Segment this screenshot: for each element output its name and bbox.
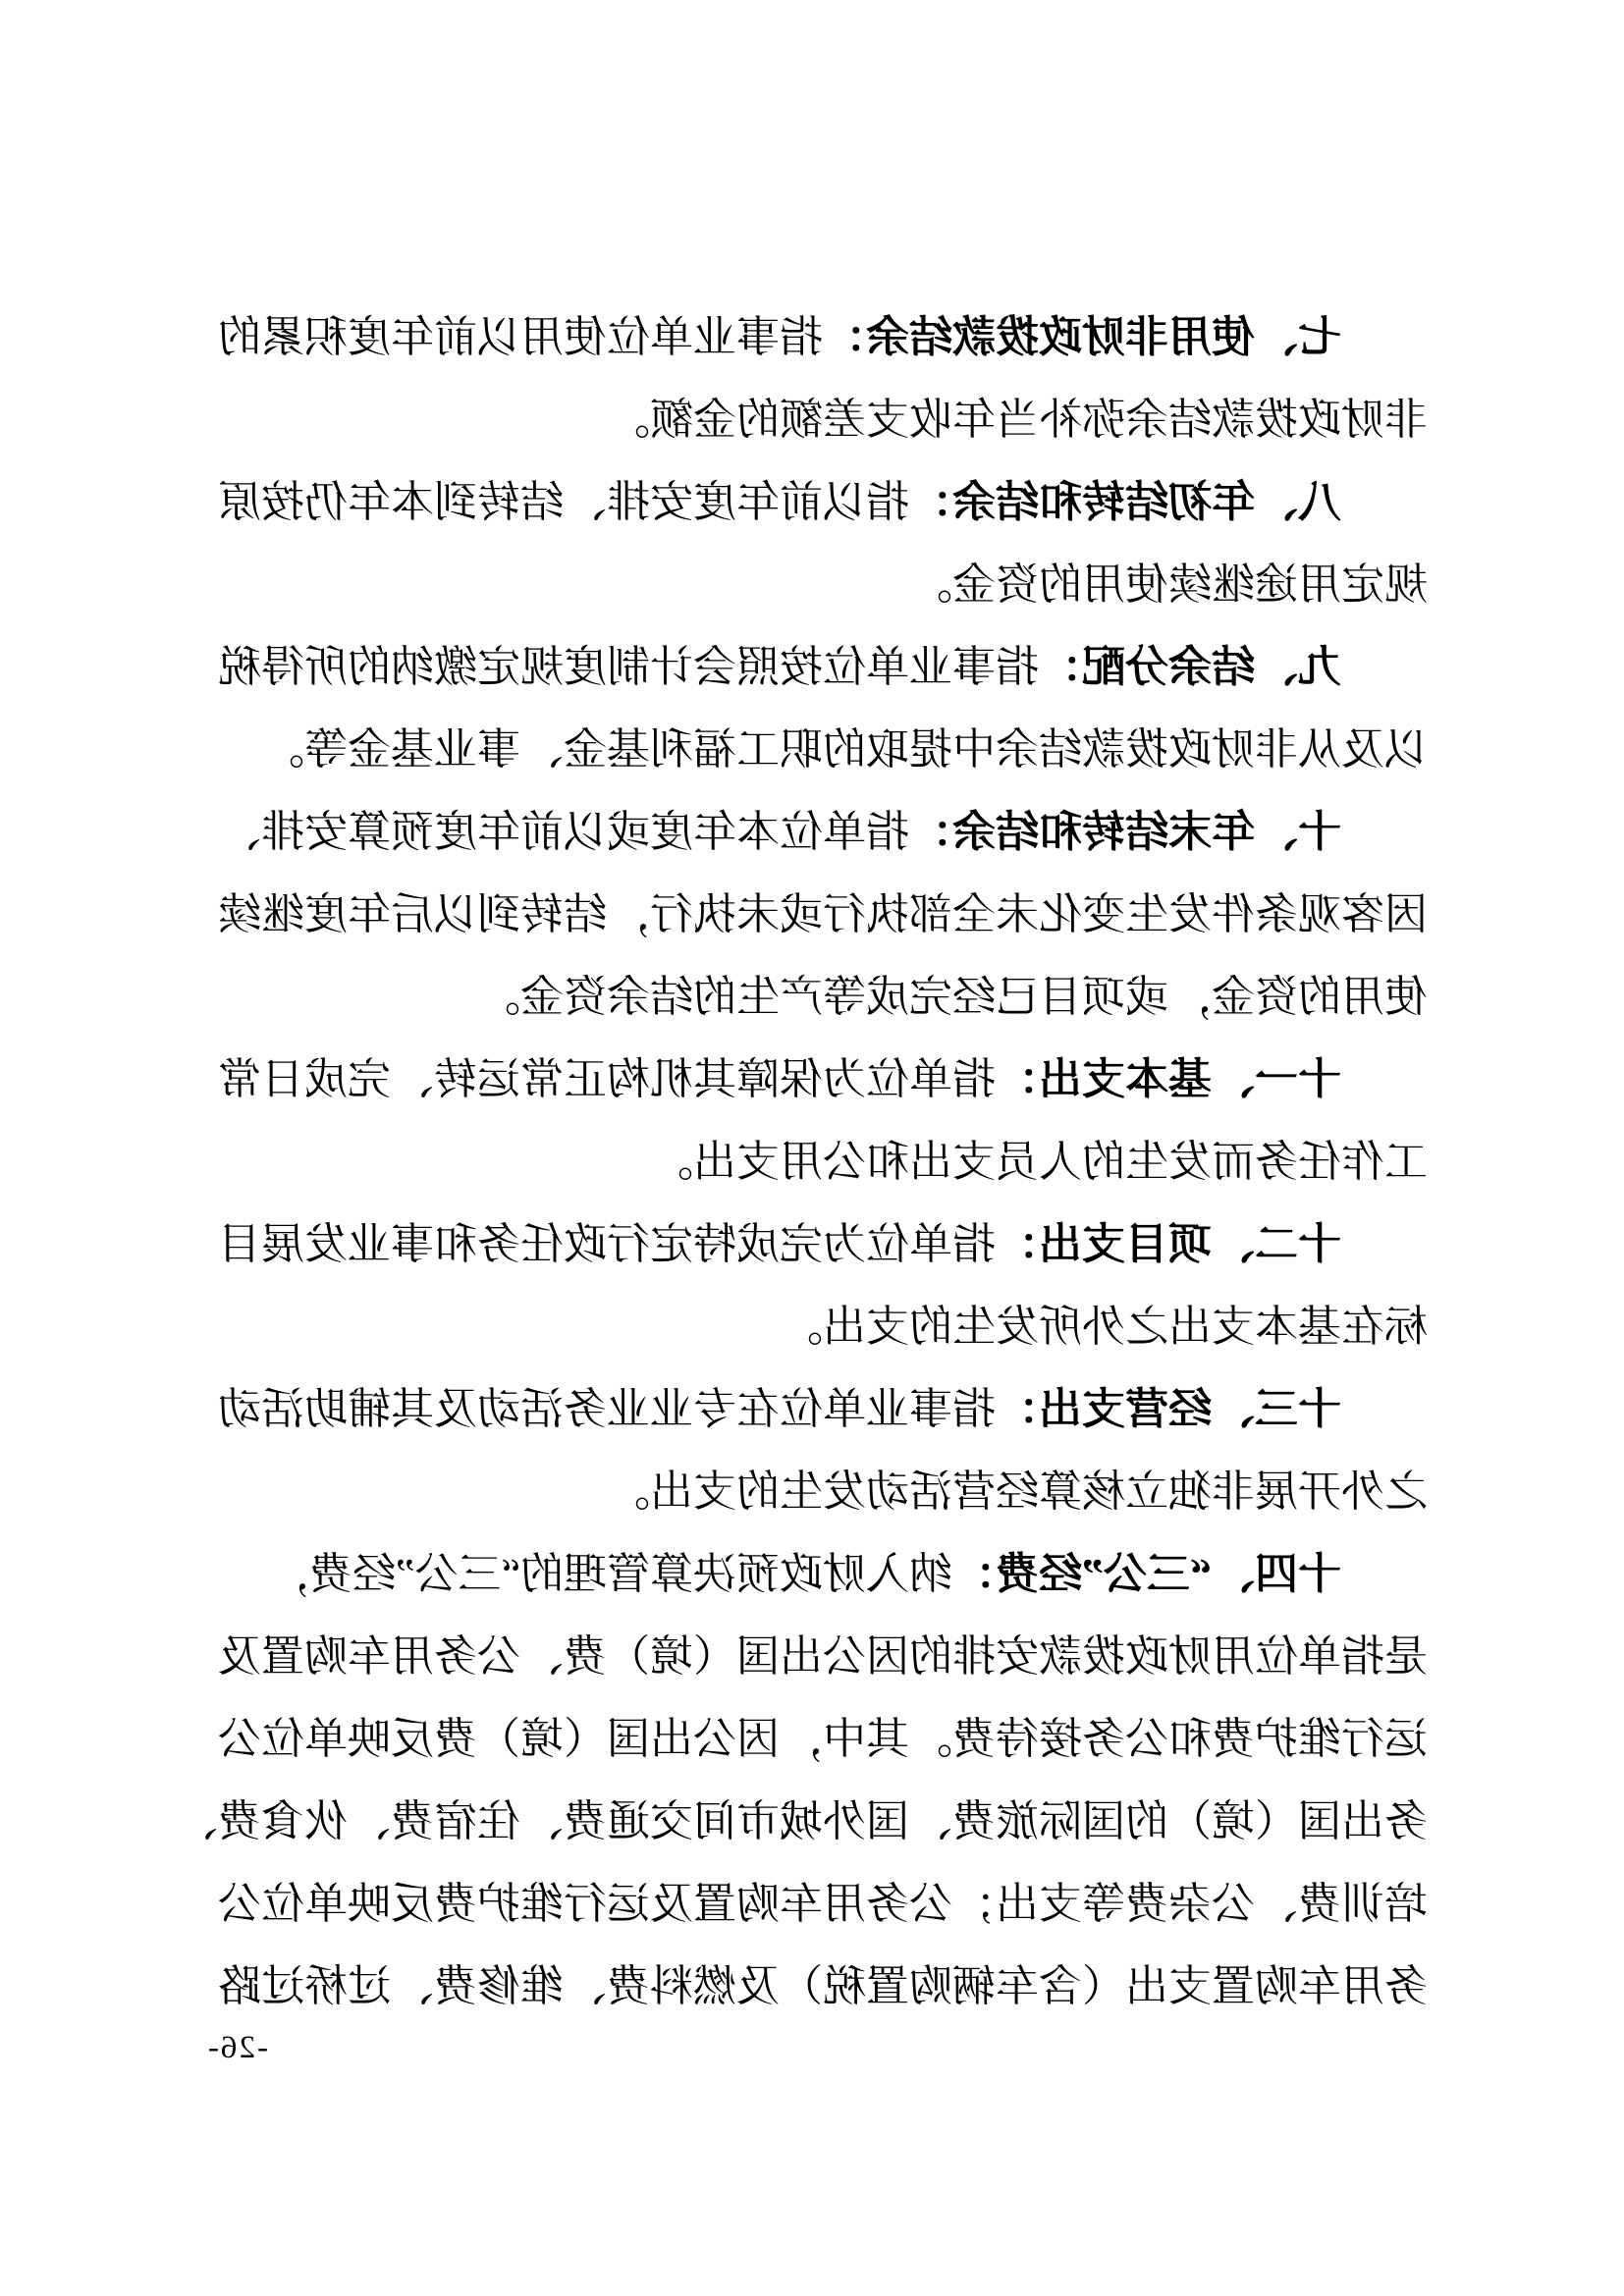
line-text: 纳入财政预决算管理的“三公”经费， <box>265 1550 952 1598</box>
text-line <box>171 956 1428 1039</box>
line-text: 非财政拨款结余弥补当年收支差额的金额。 <box>607 396 1428 444</box>
text-line <box>171 1616 1428 1698</box>
term-heading: 十一、基本支出： <box>996 1055 1341 1103</box>
line-text: 务出国（境）的国际旅费、国外城市间交通费、住宿费、伙食费、 <box>175 1797 1428 1845</box>
text-line <box>171 379 1428 461</box>
text-line <box>171 626 1428 709</box>
term-heading: 九、结余分配： <box>1039 643 1341 691</box>
line-text: 规定用途继续使用的资金。 <box>909 561 1428 609</box>
line-text: 指事业单位按照会计制度规定缴纳的所得税 <box>218 643 1039 691</box>
text-block <box>171 296 1428 2028</box>
line-text: 运行维护费和公务接待费。其中，因公出国（境）费反映单位公 <box>218 1715 1428 1763</box>
text-line <box>171 1368 1428 1451</box>
text-line <box>171 1203 1428 1286</box>
term-heading: 十二、项目支出： <box>996 1220 1341 1268</box>
text-line <box>171 1533 1428 1616</box>
term-heading: 八、年初结转和结余： <box>909 478 1341 526</box>
line-text: 指单位本年度或以前年度预算安排、 <box>218 808 909 856</box>
line-text: 以及从非财政拨款结余中提取的职工福利基金、事业基金等。 <box>261 725 1428 774</box>
text-line <box>171 544 1428 626</box>
text-line <box>171 791 1428 874</box>
text-line <box>171 1451 1428 1533</box>
text-line <box>171 1121 1428 1203</box>
line-text: 是指单位用财政拨款安排的因公出国（境）费、公务用车购置及 <box>218 1632 1428 1681</box>
line-text: 指单位为完成特定行政任务和事业发展目 <box>218 1220 996 1268</box>
term-heading: 十、年末结转和结余： <box>909 808 1341 856</box>
line-text: 指单位为保障其机构正常运转、完成日常 <box>218 1055 996 1103</box>
text-line <box>171 1039 1428 1121</box>
line-text: 之外开展非独立核算经营活动发生的支出。 <box>607 1468 1428 1516</box>
text-line <box>171 461 1428 544</box>
term-heading: 七、使用非财政拨款结余： <box>823 313 1341 361</box>
text-line <box>171 709 1428 791</box>
page-number: -26- <box>206 2030 268 2065</box>
text-line <box>171 1946 1428 2028</box>
text-line <box>171 1863 1428 1946</box>
line-text: 因客观条件发生变化未全部执行或未执行，结转到以后年度继续 <box>218 890 1428 938</box>
term-heading: 十四、“三公”经费： <box>952 1550 1341 1598</box>
line-text: 培训费、公杂费等支出；公务用车购置及运行维护费反映单位公 <box>218 1880 1428 1928</box>
line-text: 使用的资金，或项目已经完成等产生的结余资金。 <box>477 973 1428 1021</box>
text-line <box>171 1781 1428 1863</box>
text-line <box>171 1286 1428 1368</box>
text-line <box>171 296 1428 379</box>
line-text: 务用车购置支出（含车辆购置税）及燃料费、维修费、过桥过路 <box>218 1962 1428 2010</box>
line-text: 工作任务而发生的人员支出和公用支出。 <box>650 1138 1428 1186</box>
text-line <box>171 1698 1428 1781</box>
text-line <box>171 874 1428 956</box>
line-text: 指事业单位使用以前年度积累的 <box>218 313 823 361</box>
line-text: 指以前年度安排、结转到本年仍按原 <box>218 478 909 526</box>
term-heading: 十三、经营支出： <box>996 1385 1341 1433</box>
line-text: 指事业单位在专业业务活动及其辅助活动 <box>218 1385 996 1433</box>
line-text: 标在基本支出之外所发生的支出。 <box>780 1303 1428 1351</box>
